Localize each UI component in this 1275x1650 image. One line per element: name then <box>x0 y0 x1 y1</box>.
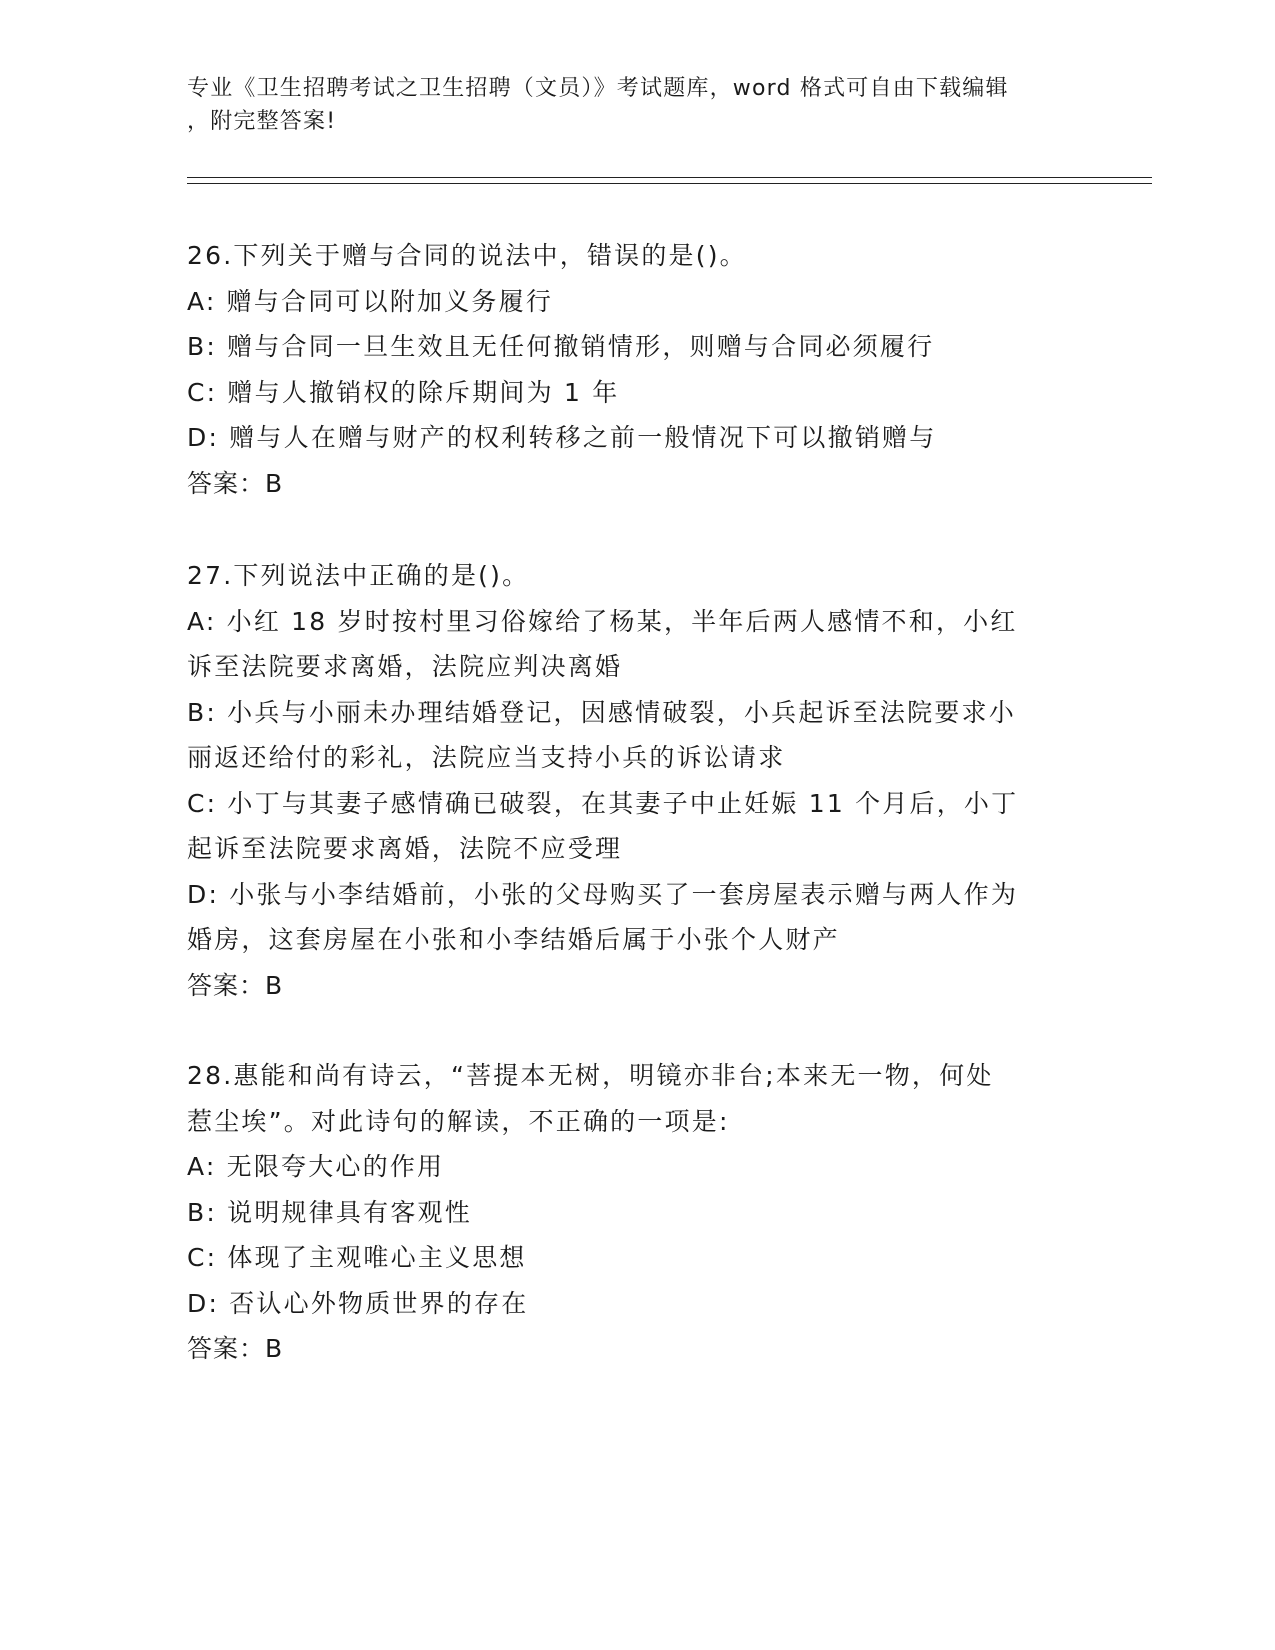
question-stem: 26.下列关于赠与合同的说法中，错误的是()。 <box>187 241 747 270</box>
question-stem-line-1: 28.惠能和尚有诗云，“菩提本无树，明镜亦非台;本来无一物，何处 <box>187 1061 994 1090</box>
option-d-line-1: D: 小张与小李结婚前，小张的父母购买了一套房屋表示赠与两人作为 <box>187 879 1019 909</box>
header-line-2: ，附完整答案! <box>187 109 337 134</box>
option-c-line-2: 起诉至法院要求离婚，法院不应受理 <box>187 834 623 863</box>
option-d: D: 赠与人在赠与财产的权利转移之前一般情况下可以撤销赠与 <box>187 423 937 452</box>
option-c: C: 体现了主观唯心主义思想 <box>187 1243 527 1272</box>
header-line-1: 专业《卫生招聘考试之卫生招聘（文员）》考试题库，word 格式可自由下载编辑 <box>187 76 1009 101</box>
header-double-rule <box>187 177 1152 184</box>
option-d-line-2: 婚房，这套房屋在小张和小李结婚后属于小张个人财产 <box>187 925 840 954</box>
option-c: C: 赠与人撤销权的除斥期间为 1 年 <box>187 377 620 407</box>
document-header <box>187 72 1067 138</box>
answer-line: 答案：B <box>187 970 284 1000</box>
option-a-line-1: A: 小红 18 岁时按村里习俗嫁给了杨某，半年后两人感情不和，小红 <box>187 606 1018 636</box>
answer-line: 答案：B <box>187 1334 284 1363</box>
option-a-line-2: 诉至法院要求离婚，法院应判决离婚 <box>187 652 623 681</box>
option-b-line-2: 丽返还给付的彩礼，法院应当支持小兵的诉讼请求 <box>187 743 786 772</box>
question-27 <box>187 553 1087 1008</box>
question-26 <box>187 233 1087 506</box>
question-28 <box>187 1053 1087 1372</box>
option-c-line-1: C: 小丁与其妻子感情确已破裂，在其妻子中止妊娠 11 个月后，小丁 <box>187 788 1019 818</box>
option-b-line-1: B: 小兵与小丽未办理结婚登记，因感情破裂，小兵起诉至法院要求小 <box>187 697 1016 727</box>
question-stem: 27.下列说法中正确的是()。 <box>187 561 530 590</box>
option-b: B: 说明规律具有客观性 <box>187 1197 472 1227</box>
option-a: A: 无限夸大心的作用 <box>187 1152 445 1181</box>
option-a: A: 赠与合同可以附加义务履行 <box>187 286 554 316</box>
answer-line: 答案：B <box>187 468 284 498</box>
option-b: B: 赠与合同一旦生效且无任何撤销情形，则赠与合同必须履行 <box>187 332 935 361</box>
option-d: D: 否认心外物质世界的存在 <box>187 1288 529 1318</box>
question-stem-line-2: 惹尘埃”。对此诗句的解读，不正确的一项是: <box>187 1106 730 1136</box>
